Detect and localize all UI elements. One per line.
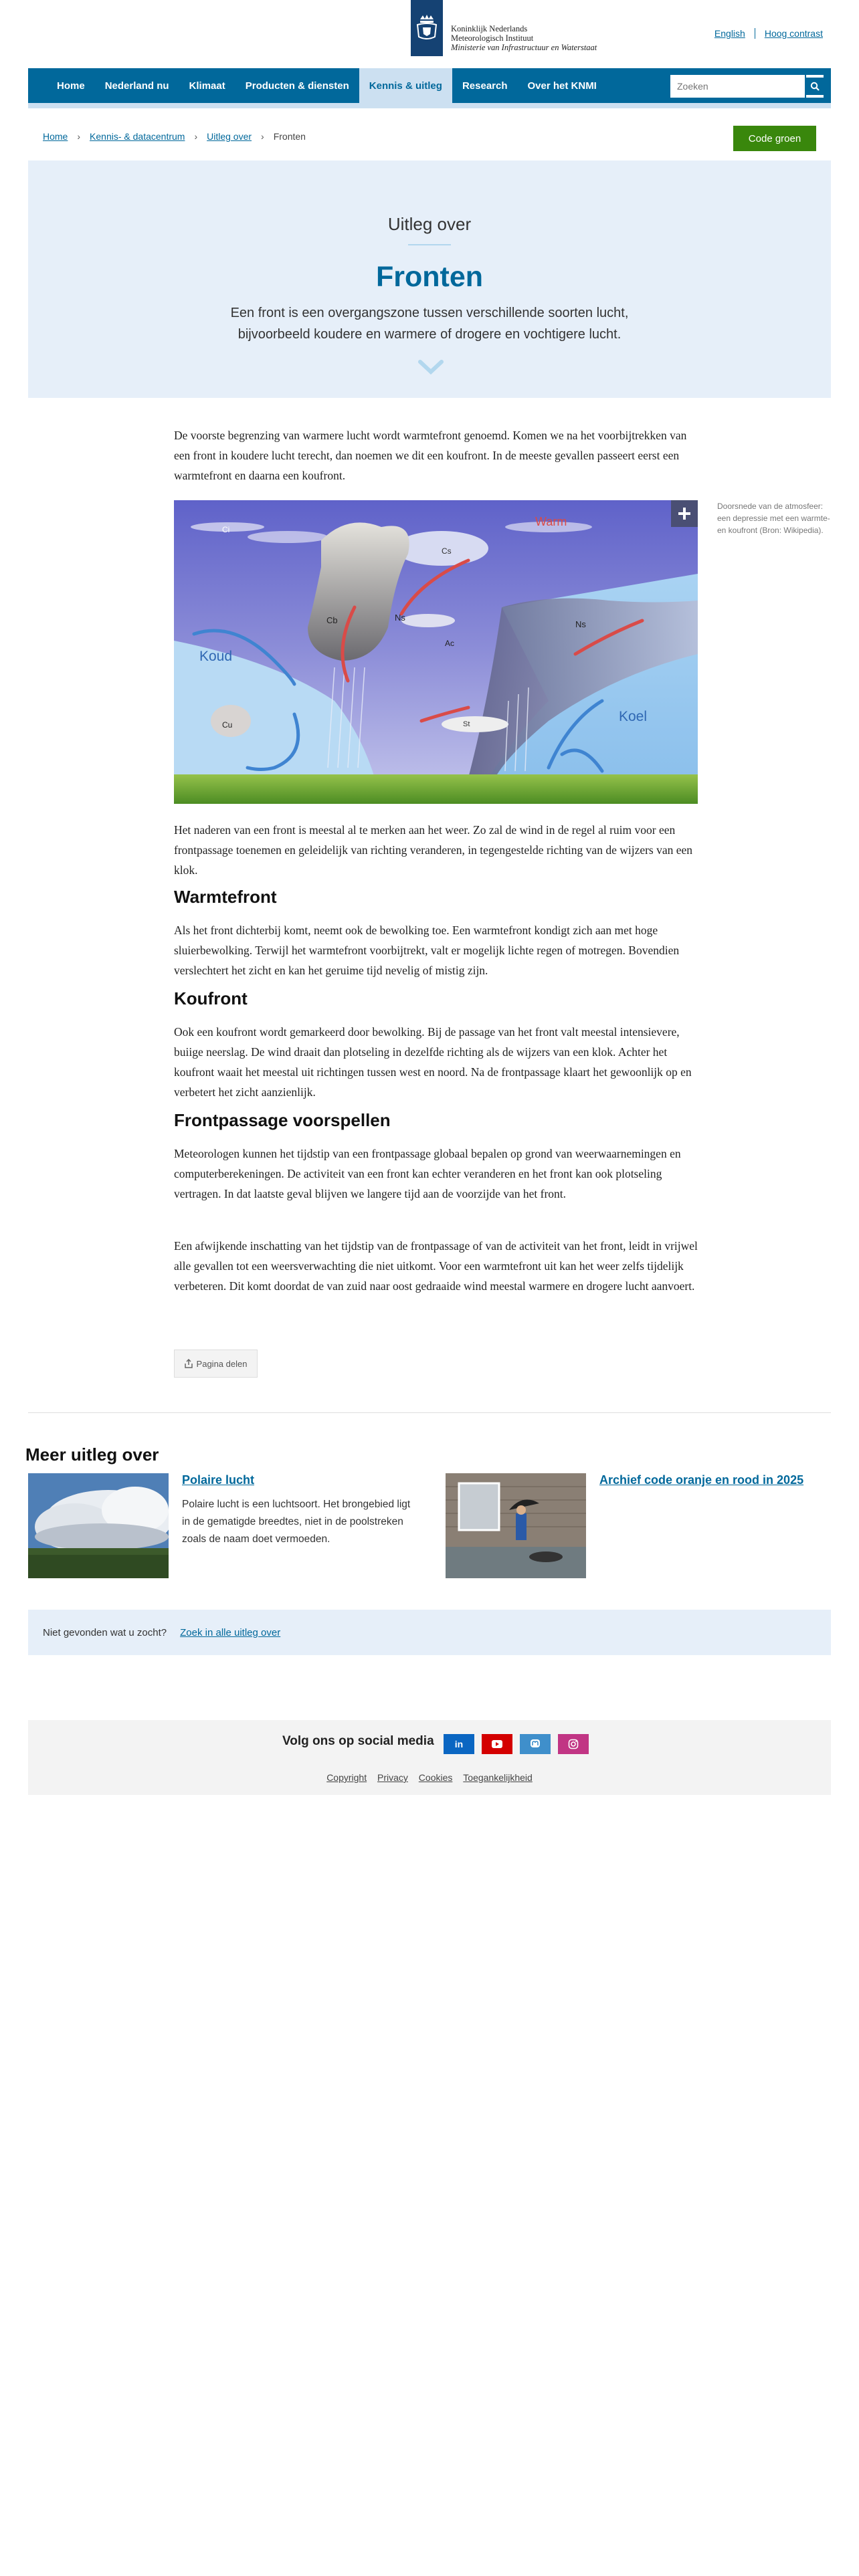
mastodon-link[interactable] bbox=[520, 1734, 551, 1754]
paragraph-voorspellen-2: Een afwijkende inschatting van het tijdstip van de frontpassage of van de activiteit van het front, leidt in vrijwel alle gevallen tot een weersverwachting die niet uitkomt. Voor een warmtefront uit kan het weer zelfs tijdelijk verbeteren. Dit komt doordat de van zuid naar oost gedraaide wind meestal warmere en drogere lucht aanvoert. bbox=[174, 1239, 698, 1293]
footer-link-copyright[interactable]: Copyright bbox=[326, 1772, 367, 1783]
english-link[interactable]: English bbox=[714, 28, 745, 39]
breadcrumb-current: Fronten bbox=[273, 131, 306, 142]
figure-label-ns-right: Ns bbox=[575, 619, 586, 629]
logo-line-3: Ministerie van Infrastructuur en Waterstaat bbox=[451, 43, 597, 52]
not-found-bar bbox=[28, 1610, 831, 1655]
youtube-icon bbox=[492, 1740, 502, 1748]
nav-item-producten-diensten[interactable]: Producten & diensten bbox=[245, 80, 349, 92]
nav-item-klimaat[interactable]: Klimaat bbox=[189, 80, 225, 92]
figure-label-cs: Cs bbox=[442, 546, 452, 556]
figure-label-ac: Ac bbox=[445, 639, 455, 648]
intro-paragraph: De voorste begrenzing van warmere lucht wordt warmtefront genoemd. Komen we na het voorbijtrekken van een front in koudere lucht terecht, dan noemen we dit een koufront. In de meeste gevallen passeert eerst een warmtefront en daarna een koufront. bbox=[174, 429, 687, 482]
hero-banner bbox=[28, 160, 831, 398]
figure-label-koel: Koel bbox=[619, 709, 648, 724]
related-card-image bbox=[446, 1473, 586, 1578]
related-card-description: Polaire lucht is een luchtsoort. Het brongebied ligt in de gematigde breedtes, niet in de poolstreken zoals de naam doet vermoeden. bbox=[182, 1499, 411, 1545]
figure-label-cb: Cb bbox=[326, 615, 338, 625]
nav-item-research[interactable]: Research bbox=[462, 80, 508, 92]
logo-line-1: Koninklijk Nederlands bbox=[451, 24, 528, 33]
plus-icon bbox=[678, 507, 691, 520]
footer-link-toegankelijkheid[interactable]: Toegankelijkheid bbox=[463, 1772, 533, 1783]
heading-warmtefront: Warmtefront bbox=[174, 887, 277, 907]
breadcrumb bbox=[43, 131, 306, 142]
footer-link-privacy[interactable]: Privacy bbox=[377, 1772, 408, 1783]
nav-item-over-het-knmi[interactable]: Over het KNMI bbox=[527, 80, 597, 92]
figure-caption: Doorsnede van de atmosfeer: een depressie met een warmte- en koufront (Bron: Wikipedia). bbox=[717, 502, 830, 535]
high-contrast-link[interactable]: Hoog contrast bbox=[764, 28, 823, 39]
related-heading: Meer uitleg over bbox=[25, 1444, 159, 1465]
paragraph-warmtefront: Als het front dichterbij komt, neemt ook de bewolking toe. Een warmtefront kondigt zich aan met hoge sluierbewolking. Terwijl het warmtefront voorbijtrekt, valt er mogelijk lichte regen of motregen. Bovendien verslechtert het zicht en kan het geruime tijd nevelig of mistig zijn. bbox=[174, 924, 680, 977]
cumulus-clouds-image bbox=[28, 1473, 169, 1578]
hero-divider bbox=[408, 244, 451, 245]
heading-frontpassage-voorspellen: Frontpassage voorspellen bbox=[174, 1110, 391, 1130]
weather-code-button[interactable]: Code groen bbox=[733, 126, 816, 151]
site-header bbox=[0, 0, 859, 68]
chevron-right-icon: › bbox=[261, 131, 264, 142]
paragraph-approach: Het naderen van een front is meestal al te merken aan het weer. Zo zal de wind in de regel al ruim voor een frontpassage toenemen en geleidelijk van richting veranderen, in tegengestelde richting van de wijzers van een klok. bbox=[174, 823, 693, 877]
linkedin-icon: in bbox=[454, 1739, 464, 1749]
footer-links bbox=[28, 1772, 831, 1783]
section-divider bbox=[28, 1412, 831, 1413]
related-card-title[interactable]: Polaire lucht bbox=[182, 1473, 255, 1487]
search-button[interactable] bbox=[805, 75, 824, 98]
youtube-link[interactable] bbox=[482, 1734, 512, 1754]
chevron-right-icon: › bbox=[77, 131, 81, 142]
related-card-image bbox=[28, 1473, 169, 1578]
atmosphere-cross-section-image bbox=[174, 500, 698, 804]
paragraph-koufront: Ook een koufront wordt gemarkeerd door bewolking. Bij de passage van het front valt meestal intensievere, buiige neerslag. De wind draait dan plotseling in dezelfde richting als de wijzers van een klok. Achter het koufront waait het meestal uit richtingen tussen west en noord. Na de frontpassage klaart het gewoonlijk op en verbetert het zicht aanzienlijk. bbox=[174, 1025, 692, 1099]
share-label: Pagina delen bbox=[196, 1358, 248, 1369]
social-heading: Volg ons op social media bbox=[282, 1734, 434, 1748]
figure-label-warm: Warm bbox=[535, 515, 567, 528]
paragraph-voorspellen-1: Meteorologen kunnen het tijdstip van een frontpassage globaal bepalen op grond van weerwaarnemingen en computerberekeningen. De activiteit van een front kan echter veranderen en het front kan ook plotseling vertragen. In dat laatste geval blijven we langere tijd aan de voorzijde van het front. bbox=[174, 1147, 681, 1200]
share-icon bbox=[185, 1359, 193, 1368]
figure-label-koud: Koud bbox=[199, 649, 233, 664]
knmi-logo[interactable] bbox=[411, 0, 443, 56]
chevron-down-icon[interactable] bbox=[418, 360, 444, 374]
search-icon bbox=[806, 78, 824, 95]
logo-line-2: Meteorologisch Instituut bbox=[451, 33, 534, 43]
figure-label-st: St bbox=[463, 720, 470, 728]
related-card-archief-code[interactable] bbox=[446, 1473, 834, 1580]
site-footer bbox=[28, 1720, 831, 1795]
breadcrumb-kennis-datacentrum[interactable]: Kennis- & datacentrum bbox=[90, 131, 185, 142]
expand-image-button[interactable] bbox=[671, 500, 698, 527]
instagram-link[interactable] bbox=[558, 1734, 589, 1754]
main-navigation bbox=[28, 68, 831, 108]
fronts-illustration[interactable] bbox=[174, 500, 698, 804]
top-links bbox=[714, 28, 823, 39]
storm-umbrella-image bbox=[446, 1473, 586, 1578]
linkedin-link[interactable] bbox=[444, 1734, 474, 1754]
chevron-right-icon: › bbox=[194, 131, 198, 142]
share-page-button[interactable] bbox=[174, 1350, 258, 1378]
figure-label-ci: Ci bbox=[222, 525, 230, 534]
breadcrumb-home[interactable]: Home bbox=[43, 131, 68, 142]
figure-label-ns-left: Ns bbox=[395, 613, 405, 623]
search-all-link[interactable]: Zoek in alle uitleg over bbox=[180, 1626, 281, 1638]
logo-text bbox=[451, 24, 597, 52]
related-card-title[interactable]: Archief code oranje en rood in 2025 bbox=[599, 1473, 804, 1487]
footer-link-cookies[interactable]: Cookies bbox=[418, 1772, 453, 1783]
nav-item-kennis-uitleg[interactable]: Kennis & uitleg bbox=[359, 68, 452, 103]
crown-emblem-icon bbox=[413, 13, 440, 43]
article-intro bbox=[174, 425, 698, 486]
related-card-polaire-lucht[interactable] bbox=[28, 1473, 416, 1580]
breadcrumb-bar bbox=[28, 114, 831, 160]
search-input[interactable] bbox=[670, 75, 805, 98]
page-title: Fronten bbox=[375, 261, 484, 293]
instagram-icon bbox=[568, 1739, 579, 1749]
nav-item-nederland-nu[interactable]: Nederland nu bbox=[104, 80, 169, 92]
nav-items bbox=[47, 68, 607, 103]
search-box bbox=[670, 75, 811, 98]
breadcrumb-uitleg-over[interactable]: Uitleg over bbox=[207, 131, 252, 142]
not-found-text: Niet gevonden wat u zocht? bbox=[43, 1626, 167, 1638]
mastodon-icon bbox=[530, 1739, 541, 1749]
hero-lead: Een front is een overgangszone tussen verschillende soorten lucht, bijvoorbeeld koudere en warmere of drogere en vochtigere lucht. bbox=[230, 306, 629, 342]
figure-label-cu: Cu bbox=[222, 720, 233, 730]
heading-koufront: Koufront bbox=[174, 988, 248, 1008]
hero-kicker: Uitleg over bbox=[387, 214, 472, 234]
nav-item-home[interactable]: Home bbox=[57, 80, 85, 92]
